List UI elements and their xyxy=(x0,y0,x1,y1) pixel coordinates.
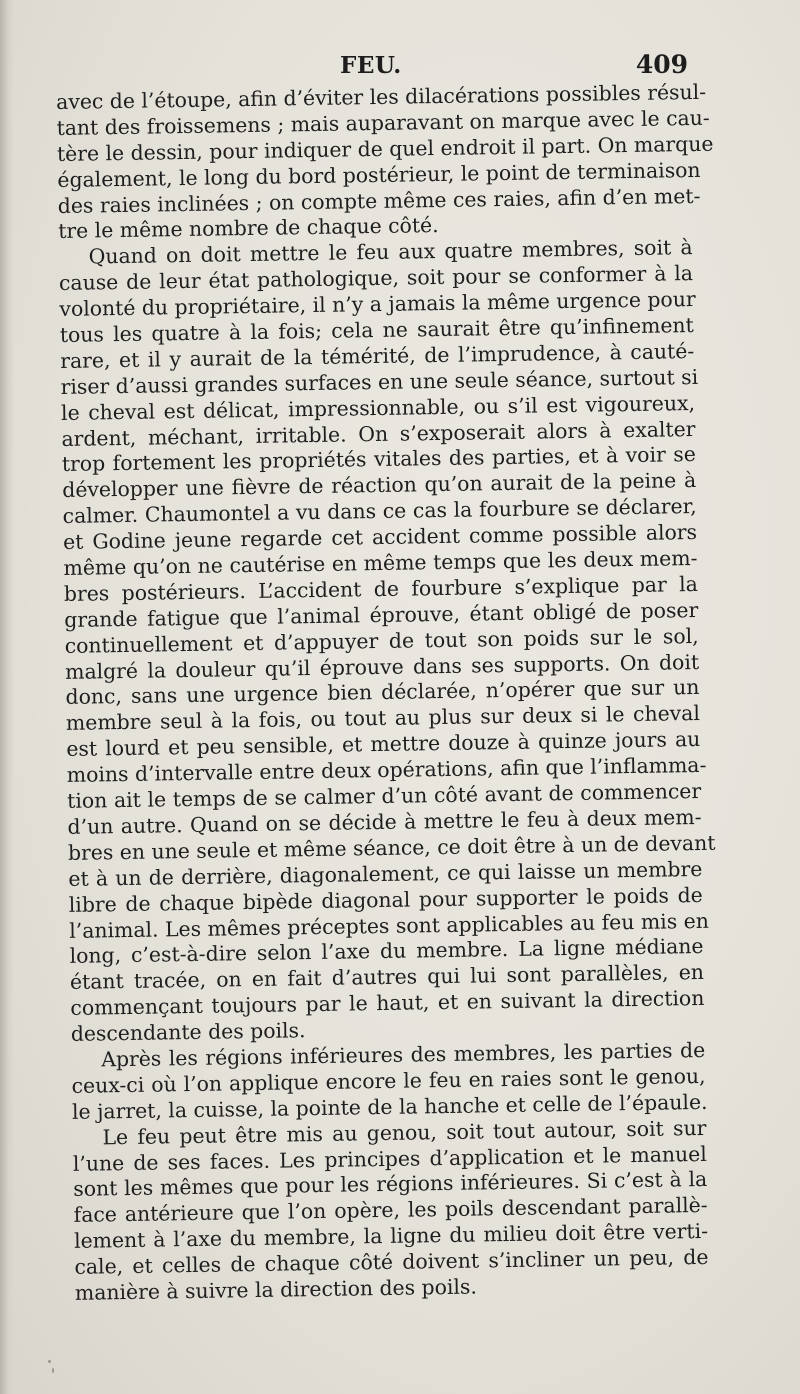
text-line: cale, et celles de chaque côté doivent s’incliner un peu, de xyxy=(74,1244,709,1279)
text-line: cause de leur état pathologique, soit pour se conformer à la xyxy=(58,261,694,296)
text-line: et Godine jeune regarde cet accident comme possible alors xyxy=(62,520,698,555)
text-line: Après les régions inférieures des membres, les parties de xyxy=(101,1037,706,1072)
text-line: l’une de ses faces. Les principes d’application et le manuel xyxy=(72,1141,707,1176)
page-gutter-shadow xyxy=(0,0,14,1394)
text-line: des raies inclinées ; on compte même ces raies, afin d’en met- xyxy=(57,183,701,218)
running-title: FEU. xyxy=(340,52,402,79)
text-line: continuellement et d’appuyer de tout son poids sur le sol, xyxy=(64,623,699,658)
text-line: long, c’est-à-dire selon l’axe du membre. La ligne médiane xyxy=(69,934,704,969)
text-line: grande fatigue que l’animal éprouve, étant obligé de poser xyxy=(64,597,699,632)
text-line: Quand on doit mettre le feu aux quatre membres, soit à xyxy=(88,235,693,269)
text-line: Le feu peut être mis au genou, soit tout autour, soit sur xyxy=(102,1115,707,1150)
paragraph xyxy=(56,79,714,245)
page-number: 409 xyxy=(635,50,688,79)
text-line: bres en une seule et même séance, ce doit être à un de devant xyxy=(67,830,716,865)
paragraph xyxy=(58,235,716,1047)
text-line: volonté du propriétaire, il n’y a jamais la même urgence pour xyxy=(59,287,696,322)
paragraph xyxy=(72,1116,709,1307)
text-line: tre le même nombre de chaque côté. xyxy=(58,213,439,244)
text-line: donc, sans une urgence bien déclarée, n’opérer que sur un xyxy=(65,675,700,710)
text-line: bres postérieurs. L’accident de fourbure s’explique par la xyxy=(63,571,699,606)
text-line: d’un autre. Quand on se décide à mettre le feu à deux mem- xyxy=(67,804,702,839)
text-line: commençant toujours par le haut, et en suivant la direction xyxy=(70,986,705,1021)
text-line: lement à l’axe du membre, la ligne du milieu doit être verti- xyxy=(73,1219,709,1254)
text-line: tion ait le temps de se calmer d’un côté avant de commencer xyxy=(66,779,702,813)
text-line: membre seul à la fois, ou tout au plus sur deux si le cheval xyxy=(65,701,701,736)
text-line: même qu’on ne cautérise en même temps que les deux mem- xyxy=(63,546,698,580)
text-line: sont les mêmes que pour les régions inférieures. Si c’est à la xyxy=(73,1167,708,1202)
text-line: manière à suivre la direction des poils. xyxy=(74,1274,478,1305)
text-line: également, le long du bord postérieur, le point de terminaison xyxy=(57,157,701,192)
text-line: tous les quatre à la fois; cela ne saurait être qu’infinement xyxy=(59,313,694,347)
text-line: le jarret, la cuisse, la pointe de la hanche et celle de l’épaule. xyxy=(71,1089,708,1124)
text-line: rare, et il y aurait de la témérité, de l’imprudence, à cauté- xyxy=(60,338,695,373)
text-line: trop fortement les propriétés vitales des parties, et à voir se xyxy=(61,442,696,477)
running-head xyxy=(56,50,688,84)
text-line: développer une fièvre de réaction qu’on aurait de la peine à xyxy=(62,468,697,503)
body-text xyxy=(56,79,716,1307)
text-line: descendante des poils. xyxy=(70,1018,306,1046)
text-line: tère le dessin, pour indiquer de quel endroit il part. On marque xyxy=(56,131,714,166)
text-line: ardent, méchant, irritable. On s’exposerait alors à exalter xyxy=(61,416,696,451)
text-line: malgré la douleur qu’il éprouve dans ses supports. On doit xyxy=(64,649,700,684)
text-line: l’animal. Les mêmes préceptes sont applicables au feu mis en xyxy=(69,908,710,943)
text-line: le cheval est délicat, impressionnable, ou s’il est vigoureux, xyxy=(60,390,696,425)
paragraph xyxy=(71,1038,706,1126)
text-line: tant des froissemens ; mais auparavant on marque avec le cau- xyxy=(56,105,710,140)
text-line: avec de l’étoupe, afin d’éviter les dilacérations possibles résul- xyxy=(56,79,707,114)
text-line: moins d’intervalle entre deux opérations, afin que l’inflamma- xyxy=(66,753,707,788)
text-line: libre de chaque bipède diagonal pour supporter le poids de xyxy=(68,882,703,917)
paper-speck xyxy=(48,1360,51,1363)
text-line: face antérieure que l’on opère, les poils descendant parallè- xyxy=(73,1193,708,1228)
text-line: calmer. Chaumontel a vu dans ce cas la fourbure se déclarer, xyxy=(62,494,697,529)
text-line: est lourd et peu sensible, et mettre douze à quinze jours au xyxy=(66,727,701,762)
text-line: riser d’aussi grandes surfaces en une seule séance, surtout si xyxy=(60,364,699,399)
text-line: et à un de derrière, diagonalement, ce qui laisse un membre xyxy=(68,856,703,891)
text-line: étant tracée, on en fait d’autres qui lui sont parallèles, en xyxy=(69,960,705,995)
text-line: ceux-ci où l’on applique encore le feu en raies sont le genou, xyxy=(71,1063,706,1098)
paper-speck xyxy=(52,1368,54,1373)
